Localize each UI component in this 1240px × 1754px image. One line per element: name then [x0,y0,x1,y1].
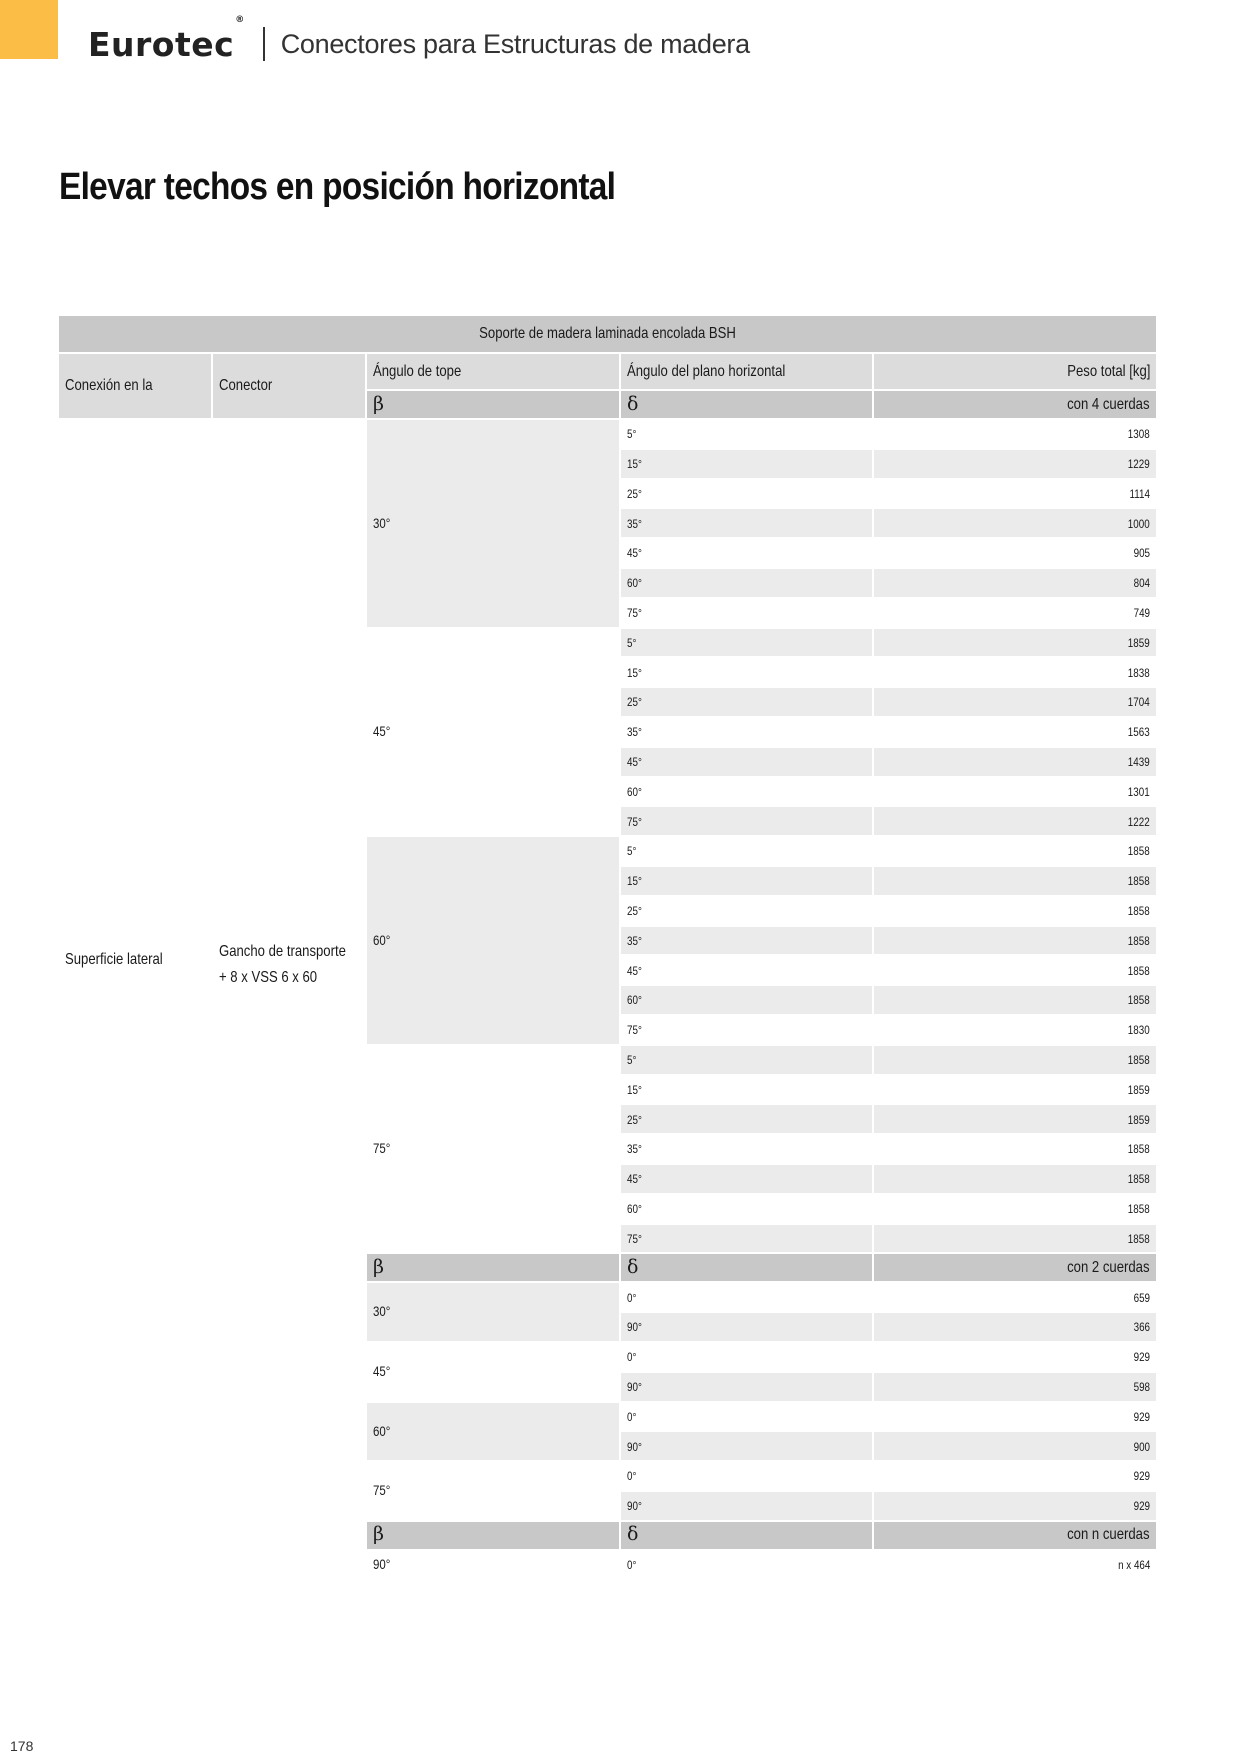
weight-cell: 929 [873,1491,1157,1521]
table-caption-row [59,316,1157,353]
weight-cell: 1000 [873,508,1157,538]
section-rope-count: con 2 cuerdas [873,1253,1157,1282]
plane-angle-cell: 0° [620,1342,873,1372]
weight-cell: 1858 [873,866,1157,896]
header-divider [263,27,265,61]
weight-cell: 1704 [873,687,1157,717]
plane-angle-cell: 75° [620,1224,873,1254]
plane-angle-cell: 15° [620,866,873,896]
weight-cell: 1301 [873,777,1157,807]
tope-angle-cell: 90° [366,1550,620,1580]
weight-cell: 1222 [873,806,1157,836]
table-caption: Soporte de madera laminada encolada BSH [59,316,1157,353]
weight-cell: 1563 [873,717,1157,747]
plane-angle-cell: 25° [620,687,873,717]
tope-angle-cell: 60° [366,836,620,1045]
section-beta-symbol: β [366,1253,620,1282]
tope-angle-cell: 30° [366,419,620,628]
plane-angle-cell: 45° [620,1164,873,1194]
weight-cell: 1114 [873,479,1157,509]
plane-angle-cell: 90° [620,1431,873,1461]
plane-angle-cell: 90° [620,1372,873,1402]
weight-cell: 1858 [873,1224,1157,1254]
plane-angle-cell: 15° [620,449,873,479]
weight-cell: 1830 [873,1015,1157,1045]
plane-angle-cell: 75° [620,806,873,836]
plane-angle-cell: 35° [620,717,873,747]
weight-cell: 1229 [873,449,1157,479]
weight-cell: 929 [873,1461,1157,1491]
weight-cell: 1858 [873,985,1157,1015]
brand-header [88,14,750,64]
plane-angle-cell: 15° [620,1075,873,1105]
weight-cell: 1859 [873,628,1157,658]
plane-angle-cell: 35° [620,508,873,538]
plane-angle-cell: 25° [620,896,873,926]
plane-angle-cell: 60° [620,1194,873,1224]
weight-cell: 366 [873,1312,1157,1342]
plane-angle-cell: 75° [620,1015,873,1045]
col-header-conector: Conector [212,353,366,419]
tope-angle-cell: 45° [366,628,620,837]
weight-cell: 1859 [873,1104,1157,1134]
load-table-container [59,316,1157,1580]
header-subtitle: Conectores para Estructuras de madera [280,28,750,59]
table-row [59,419,1157,449]
plane-angle-cell: 45° [620,538,873,568]
load-table-body [59,316,1157,1579]
plane-angle-cell: 60° [620,985,873,1015]
section-delta-symbol: δ [620,390,873,419]
plane-angle-cell: 75° [620,598,873,628]
weight-cell: 900 [873,1431,1157,1461]
tope-angle-cell: 75° [366,1045,620,1254]
plane-angle-cell: 0° [620,1402,873,1432]
section-delta-symbol: δ [620,1521,873,1550]
plane-angle-cell: 25° [620,479,873,509]
weight-cell: 929 [873,1342,1157,1372]
plane-angle-cell: 60° [620,568,873,598]
tope-angle-cell: 45° [366,1342,620,1402]
section-rope-count: con 4 cuerdas [873,390,1157,419]
weight-cell: 1859 [873,1075,1157,1105]
weight-cell: 1858 [873,1164,1157,1194]
col-header-conexion: Conexión en la [59,353,212,419]
plane-angle-cell: 5° [620,836,873,866]
load-table [59,316,1158,1580]
weight-cell: 1858 [873,1194,1157,1224]
weight-cell: 1308 [873,419,1157,449]
page-number: 178 [10,1738,34,1754]
plane-angle-cell: 90° [620,1312,873,1342]
weight-cell: n x 464 [873,1550,1157,1580]
weight-cell: 929 [873,1402,1157,1432]
weight-cell: 1858 [873,926,1157,956]
col-header-tope: Ángulo de tope [366,353,620,390]
table-header-row [59,353,1157,390]
plane-angle-cell: 25° [620,1104,873,1134]
corner-accent-tab [0,0,58,59]
plane-angle-cell: 45° [620,747,873,777]
plane-angle-cell: 5° [620,419,873,449]
plane-angle-cell: 35° [620,1134,873,1164]
page-title: Elevar techos en posición horizontal [59,166,616,208]
weight-cell: 1858 [873,1134,1157,1164]
plane-angle-cell: 0° [620,1550,873,1580]
weight-cell: 1858 [873,836,1157,866]
weight-cell: 659 [873,1282,1157,1312]
col-header-peso: Peso total [kg] [873,353,1157,390]
weight-cell: 1838 [873,657,1157,687]
plane-angle-cell: 45° [620,955,873,985]
plane-angle-cell: 0° [620,1461,873,1491]
weight-cell: 749 [873,598,1157,628]
plane-angle-cell: 5° [620,1045,873,1075]
weight-cell: 1858 [873,1045,1157,1075]
plane-angle-cell: 35° [620,926,873,956]
weight-cell: 1858 [873,896,1157,926]
weight-cell: 1439 [873,747,1157,777]
conector-value: Gancho de transporte+ 8 x VSS 6 x 60 [212,419,366,1579]
weight-cell: 905 [873,538,1157,568]
section-rope-count: con n cuerdas [873,1521,1157,1550]
tope-angle-cell: 30° [366,1282,620,1342]
weight-cell: 1858 [873,955,1157,985]
section-beta-symbol: β [366,390,620,419]
plane-angle-cell: 0° [620,1282,873,1312]
eurotec-logo: Eurotec® [88,14,245,64]
weight-cell: 804 [873,568,1157,598]
plane-angle-cell: 60° [620,777,873,807]
tope-angle-cell: 75° [366,1461,620,1521]
conexion-value: Superficie lateral [59,419,212,1579]
plane-angle-cell: 5° [620,628,873,658]
section-delta-symbol: δ [620,1253,873,1282]
section-beta-symbol: β [366,1521,620,1550]
plane-angle-cell: 90° [620,1491,873,1521]
plane-angle-cell: 15° [620,657,873,687]
weight-cell: 598 [873,1372,1157,1402]
tope-angle-cell: 60° [366,1402,620,1462]
col-header-plano: Ángulo del plano horizontal [620,353,873,390]
